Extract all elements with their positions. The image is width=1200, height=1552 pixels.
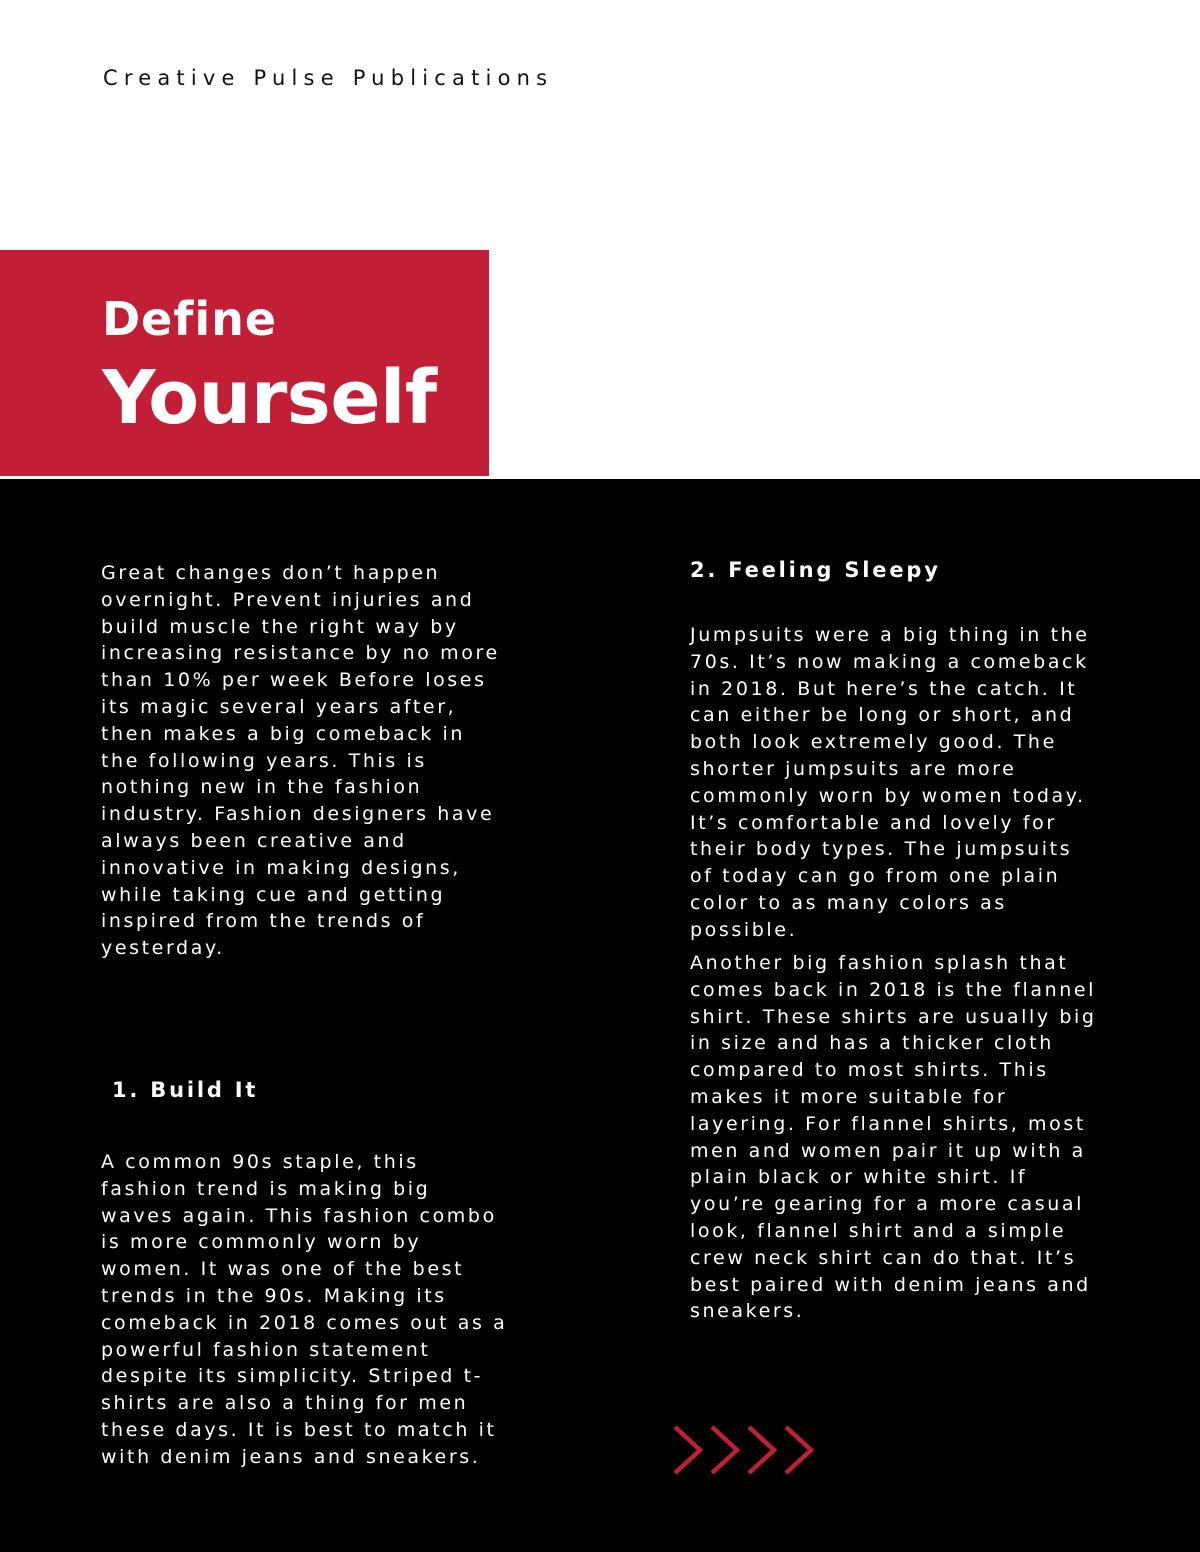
section-heading-feeling-sleepy: 2. Feeling Sleepy [690, 558, 941, 582]
chevron-right-icon-group [672, 1424, 822, 1476]
section-body-jumpsuits: Jumpsuits were a big thing in the 70s. It’s now making a comeback in 2018. But here’s the catch. It can either be long or short, and both look extremely good. The shorter jumpsuits are more commonly worn by women today. It’s comfortable and lovely for their body types. The jumpsuits of today can go from one plain color to as many colors as possible. [690, 624, 1090, 941]
section-body-flannel: Another big fashion splash that comes back in 2018 is the flannel shirt. These shirts are usually big in size and has a thicker cloth compared to most shirts. This makes it more suitable for layering. For flannel shirts, most men and women pair it up with a plain black or white shirt. If you’re gearing for a more casual look, flannel shirt and a simple crew neck shirt can do that. It’s best paired with denim jeans and sneakers. [690, 952, 1097, 1323]
intro-paragraph: Great changes don’t happen overnight. Prevent injuries and build muscle the right way by increasing resistance by no more than 10% per week Before loses its magic several years after, then makes a big comeback in the following years. This is nothing new in the fashion industry. Fashion designers have always been creative and innovative in making designs, while taking cue and getting inspired from the trends of yesterday. [101, 562, 500, 960]
section-body-build-it: A common 90s staple, this fashion trend is making big waves again. This fashion combo is more commonly worn by women. It was one of the best trends in the 90s. Making its comeback in 2018 comes out as a powerful fashion statement despite its simplicity. Striped t- shirts are also a thing for men these days. It is best to match it with denim jeans and sneakers. [101, 1151, 508, 1468]
page-title-line-1: Define [102, 292, 278, 346]
chevron-right-icon [749, 1427, 774, 1473]
chevron-right-icon [712, 1427, 737, 1473]
section-heading-build-it: 1. Build It [112, 1078, 259, 1102]
page-title-line-2: Yourself [102, 355, 437, 441]
chevron-right-icon [675, 1427, 700, 1473]
chevron-right-icon [786, 1427, 811, 1473]
publisher-name: Creative Pulse Publications [103, 66, 554, 90]
